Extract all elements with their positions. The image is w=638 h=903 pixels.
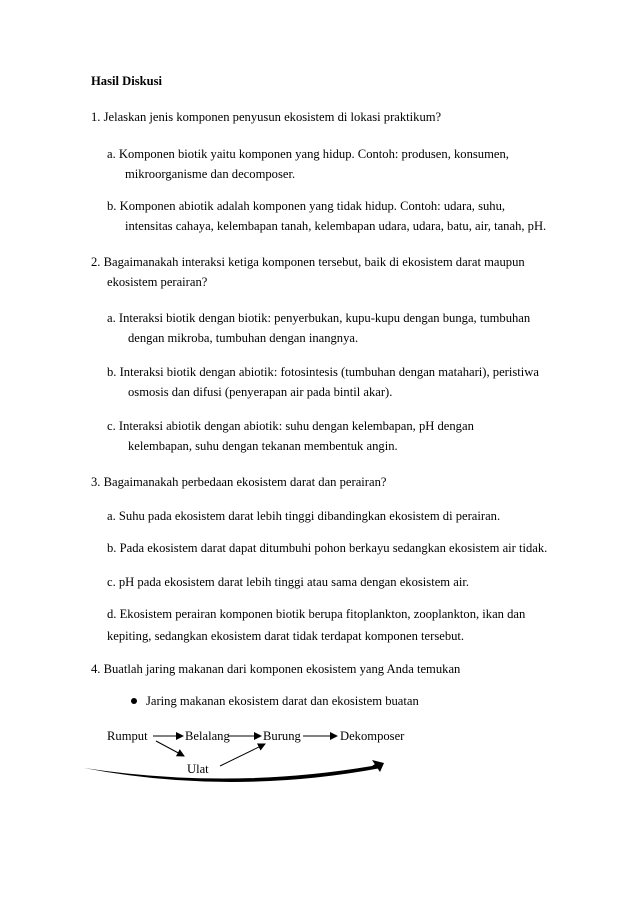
answer-3d-line1: d. Ekosistem perairan komponen biotik berupa fitoplankton, zooplankton, ikan dan	[107, 607, 526, 621]
answer-3a: a. Suhu pada ekosistem darat lebih tinggi dibandingkan ekosistem di perairan.	[107, 509, 501, 523]
arrow-rumput-ulat	[156, 741, 184, 756]
answer-1b-line1: b. Komponen abiotik adalah komponen yang tidak hidup. Contoh: udara, suhu,	[107, 199, 506, 213]
question-3: 3. Bagaimanakah perbedaan ekosistem darat dan perairan?	[91, 475, 387, 489]
node-burung: Burung	[263, 729, 301, 743]
answer-2c-line2: kelembapan, suhu dengan tekanan membentuk angin.	[128, 439, 398, 453]
node-belalang: Belalang	[185, 729, 230, 743]
answer-3c: c. pH pada ekosistem darat lebih tinggi atau sama dengan ekosistem air.	[107, 575, 469, 589]
answer-2b-line2: osmosis dan difusi (penyerapan air pada bintil akar).	[128, 385, 393, 399]
answer-1a-line2: mikroorganisme dan decomposer.	[125, 167, 296, 181]
bullet-food-web-label: Jaring makanan ekosistem darat dan ekosistem buatan	[146, 694, 419, 708]
answer-2a-line1: a. Interaksi biotik dengan biotik: penyerbukan, kupu-kupu dengan bunga, tumbuhan	[107, 311, 531, 325]
node-rumput: Rumput	[107, 729, 148, 743]
page-title: Hasil Diskusi	[91, 74, 163, 88]
answer-3d-line2: kepiting, sedangkan ekosistem darat tidak terdapat komponen tersebut.	[107, 629, 465, 643]
answer-3b: b. Pada ekosistem darat dapat ditumbuhi pohon berkayu sedangkan ekosistem air tidak.	[107, 541, 548, 555]
answer-2a-line2: dengan mikroba, tumbuhan dengan inangnya.	[128, 331, 359, 345]
question-2-line1: 2. Bagaimanakah interaksi ketiga komponen tersebut, baik di ekosistem darat maupun	[91, 255, 525, 269]
question-4: 4. Buatlah jaring makanan dari komponen ekosistem yang Anda temukan	[91, 662, 461, 676]
question-2-line2: ekosistem perairan?	[107, 275, 208, 289]
arrow-ulat-burung	[220, 744, 265, 766]
node-dekomposer: Dekomposer	[340, 729, 405, 743]
answer-2b-line1: b. Interaksi biotik dengan abiotik: fotosintesis (tumbuhan dengan matahari), peristiwa	[107, 365, 539, 379]
arrow-dekomposer-return	[84, 762, 381, 782]
node-ulat: Ulat	[187, 762, 209, 776]
answer-2c-line1: c. Interaksi abiotik dengan abiotik: suhu dengan kelembapan, pH dengan	[107, 419, 474, 433]
answer-1b-line2: intensitas cahaya, kelembapan tanah, kelembapan udara, udara, batu, air, tanah, pH.	[125, 219, 547, 233]
answer-1a-line1: a. Komponen biotik yaitu komponen yang hidup. Contoh: produsen, konsumen,	[107, 147, 509, 161]
question-1: 1. Jelaskan jenis komponen penyusun ekosistem di lokasi praktikum?	[91, 110, 442, 124]
